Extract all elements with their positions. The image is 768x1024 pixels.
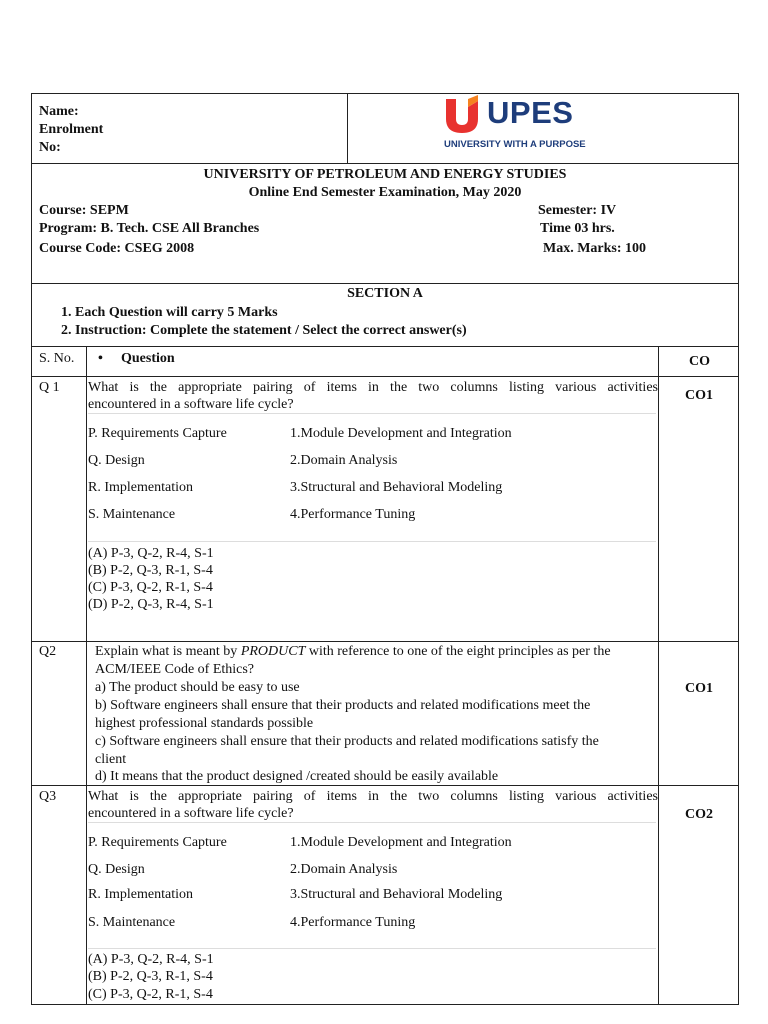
question-text: encountered in a software life cycle?: [88, 806, 294, 821]
enrolment-label: Enrolment: [39, 122, 104, 137]
answer-option: highest professional standards possible: [95, 716, 314, 731]
match-left-item: Q. Design: [88, 453, 145, 468]
column-header-co: CO: [689, 354, 710, 369]
instruction-item: 2. Instruction: Complete the statement / Select the correct answer(s): [61, 323, 467, 338]
match-left-item: P. Requirements Capture: [88, 835, 227, 850]
co-value: CO1: [685, 681, 713, 696]
match-right-item: 1.Module Development and Integration: [290, 835, 512, 850]
question-text: What is the appropriate pairing of items in the two columns listing various activities: [88, 380, 658, 395]
answer-option: (B) P-2, Q-3, R-1, S-4: [88, 969, 213, 984]
answer-option: (B) P-2, Q-3, R-1, S-4: [88, 563, 213, 578]
answer-option: client: [95, 752, 127, 767]
answer-option: c) Software engineers shall ensure that their products and related modifications satisfy the: [95, 734, 599, 749]
match-left-item: S. Maintenance: [88, 507, 176, 522]
logo-name: UPES: [487, 95, 574, 130]
max-marks: Max. Marks: 100: [543, 241, 647, 256]
match-right-item: 2.Domain Analysis: [290, 453, 398, 468]
instruction-item: 1. Each Question will carry 5 Marks: [61, 305, 278, 320]
question-text: Explain what is meant by PRODUCT with reference to one of the eight principles as per the: [95, 644, 611, 659]
program: Program: B. Tech. CSE All Branches: [39, 221, 260, 236]
question-text: What is the appropriate pairing of items in the two columns listing various activities: [88, 789, 658, 804]
section-title: SECTION A: [347, 286, 423, 301]
column-header-sno: S. No.: [39, 351, 75, 366]
answer-option: (C) P-3, Q-2, R-1, S-4: [88, 987, 213, 1002]
answer-option: b) Software engineers shall ensure that their products and related modifications meet the: [95, 698, 591, 713]
answer-option: (A) P-3, Q-2, R-4, S-1: [88, 546, 214, 561]
logo-tagline: UNIVERSITY WITH A PURPOSE: [444, 139, 586, 150]
answer-option: (D) P-2, Q-3, R-4, S-1: [88, 597, 214, 612]
course-code: Course Code: CSEG 2008: [39, 241, 195, 256]
answer-option: (C) P-3, Q-2, R-1, S-4: [88, 580, 213, 595]
upes-shield-icon: [444, 95, 480, 135]
question-number: Q2: [39, 644, 57, 659]
co-value: CO1: [685, 388, 713, 403]
match-left-item: R. Implementation: [88, 887, 193, 902]
match-right-item: 1.Module Development and Integration: [290, 426, 512, 441]
upes-logo: [444, 95, 584, 155]
match-right-item: 2.Domain Analysis: [290, 862, 398, 877]
course: Course: SEPM: [39, 203, 129, 218]
answer-option: (A) P-3, Q-2, R-4, S-1: [88, 952, 214, 967]
question-number: Q3: [39, 789, 57, 804]
answer-option: d) It means that the product designed /created should be easily available: [95, 769, 499, 784]
match-right-item: 3.Structural and Behavioral Modeling: [290, 887, 503, 902]
question-text: encountered in a software life cycle?: [88, 397, 294, 412]
match-right-item: 4.Performance Tuning: [290, 507, 416, 522]
answer-option: a) The product should be easy to use: [95, 680, 300, 695]
university-name: UNIVERSITY OF PETROLEUM AND ENERGY STUDIES: [203, 167, 567, 182]
name-label: Name:: [39, 104, 79, 119]
match-right-item: 3.Structural and Behavioral Modeling: [290, 480, 503, 495]
column-header-question: Question: [121, 351, 175, 366]
match-left-item: Q. Design: [88, 862, 145, 877]
match-left-item: R. Implementation: [88, 480, 193, 495]
semester: Semester: IV: [538, 203, 617, 218]
bullet-icon: •: [98, 351, 103, 366]
question-number: Q 1: [39, 380, 60, 395]
exam-title: Online End Semester Examination, May 2020: [248, 185, 522, 200]
match-right-item: 4.Performance Tuning: [290, 915, 416, 930]
co-value: CO2: [685, 807, 713, 822]
question-text: ACM/IEEE Code of Ethics?: [95, 662, 255, 677]
duration: Time 03 hrs.: [540, 221, 615, 236]
match-left-item: P. Requirements Capture: [88, 426, 227, 441]
match-left-item: S. Maintenance: [88, 915, 176, 930]
enrolment-no-label: No:: [39, 140, 61, 155]
